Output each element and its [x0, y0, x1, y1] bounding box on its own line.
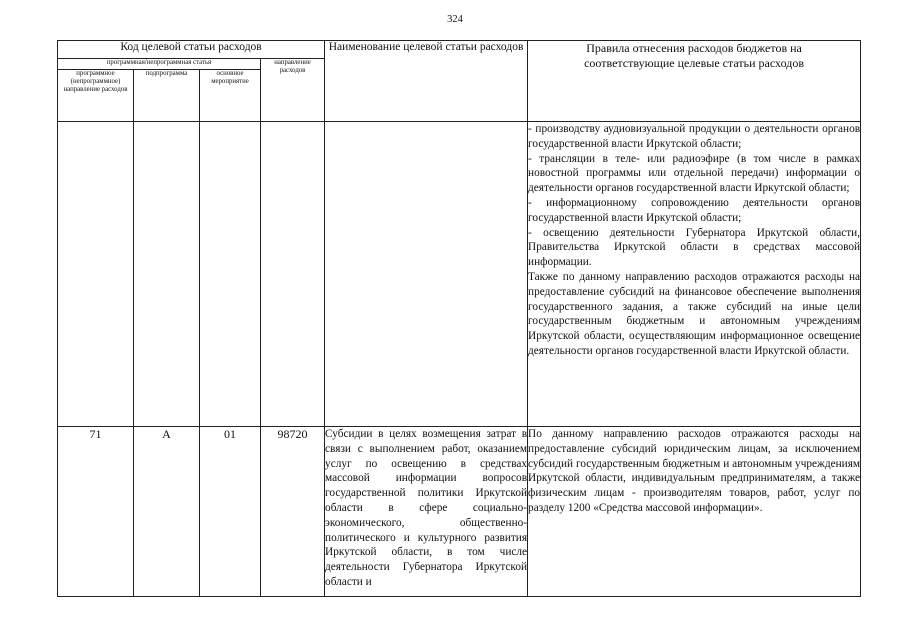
code-column-header: Код целевой статьи расходов — [58, 41, 325, 59]
program-group-header: программная/непрограммная статья — [58, 59, 261, 70]
rules-cell — [528, 122, 861, 427]
page-number: 324 — [447, 14, 463, 25]
subprogram-cell: А — [134, 427, 200, 597]
rules-paragraph: - трансляции в теле- или радиоэфире (в том числе в рамках новостной программы или отдельной передачи) информации о деятельности органов государственной власти Иркутской области; — [528, 152, 861, 195]
subprogram-cell — [134, 122, 200, 427]
rules-paragraph: - производству аудиовизуальной продукции о деятельности органов государственной власти Иркутской области; — [528, 123, 861, 150]
program-column-header: программное (непрограммное) направление расходов — [58, 70, 134, 122]
rules-paragraph: Также по данному направлению расходов отражаются расходы на предоставление субсидий на финансовое обеспечение выполнения государственного задания, а также субсидий на иные цели государственным бюджетным и автономным учреждениям Иркутской области, осуществляющим информационное освещение деятельности органов государственной власти Иркутской области. — [528, 270, 861, 357]
table-row — [58, 122, 861, 427]
rules-column-header — [528, 41, 861, 122]
program-cell: 71 — [58, 427, 134, 597]
subprogram-column-header: подпрограмма — [134, 70, 200, 122]
direction-cell: 98720 — [261, 427, 325, 597]
name-cell — [325, 122, 528, 427]
rules-paragraph: - освещению деятельности Губернатора Иркутской области, Правительства Иркутской области в средствах массовой информации. — [528, 226, 861, 269]
name-column-header: Наименование целевой статьи расходов — [325, 41, 528, 122]
table-row — [58, 427, 861, 597]
activity-cell: 01 — [200, 427, 261, 597]
rules-header-line-2: соответствующие целевые статьи расходов — [584, 56, 805, 70]
rules-cell — [528, 427, 861, 597]
activity-column-header: основное мероприятие — [200, 70, 261, 122]
name-cell: Субсидии в целях возмещения затрат в связи с выполнением работ, оказанием услуг по освещению в средствах массовой информации вопросов государственной политики Иркутской области в сфере социально-экономического, общественно-политического и культурного развития Иркутской области, в том числе деятельности Губернатора Иркутской области и — [325, 427, 528, 597]
direction-column-header: направление расходов — [261, 59, 325, 122]
direction-cell — [261, 122, 325, 427]
program-cell — [58, 122, 134, 427]
rules-paragraph: По данному направлению расходов отражаются расходы на предоставление субсидий юридическим лицам, за исключением субсидий государственным бюджетным и автономным учреждениям Иркутской области, индивидуальным предпринимателям, а также физическим лицам - производителям товаров, работ, услуг по разделу 1200 «Средства массовой информации». — [528, 428, 861, 514]
rules-header-line-1: Правила отнесения расходов бюджетов на — [586, 41, 802, 55]
budget-classification-table — [57, 40, 861, 597]
rules-paragraph: - информационному сопровождению деятельности органов государственной власти Иркутской области; — [528, 196, 861, 224]
activity-cell — [200, 122, 261, 427]
